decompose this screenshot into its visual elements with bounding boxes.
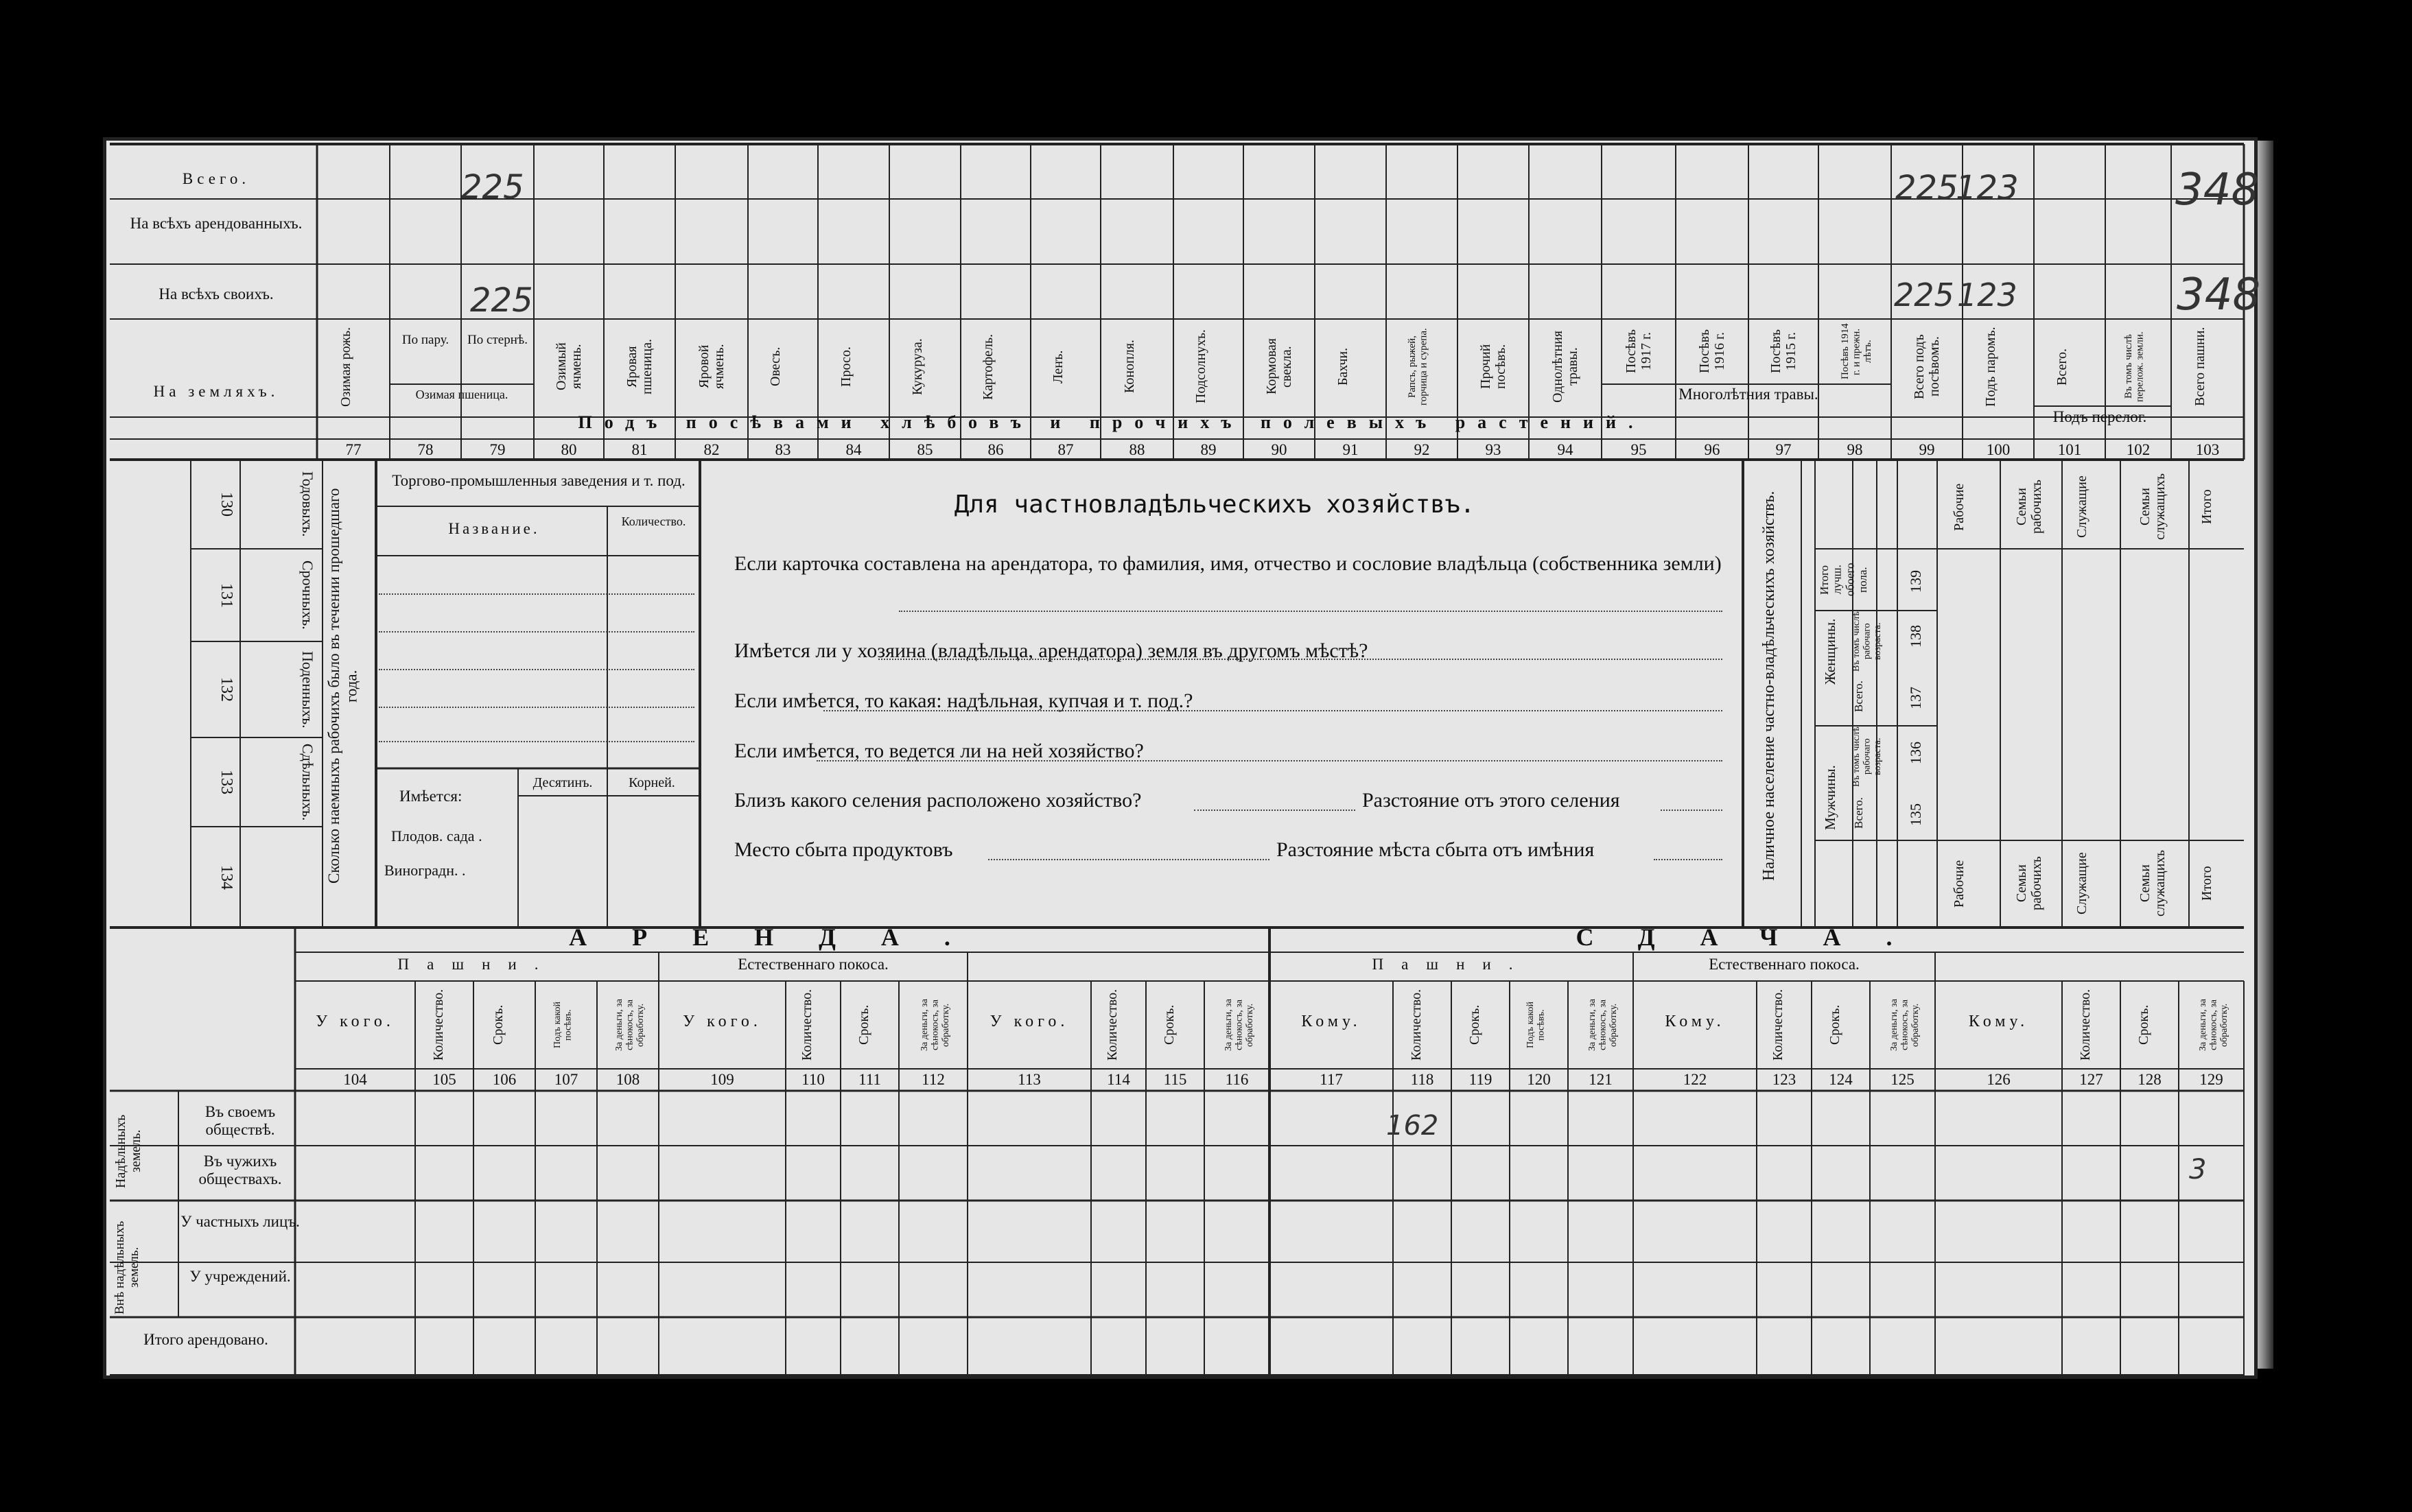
trade-dotted-row [379, 631, 694, 633]
crop-header-14: Кормовая свекла. [1264, 338, 1294, 395]
crop-header-3: По стернѣ. [467, 333, 528, 347]
bottom-col-number: 106 [492, 1071, 517, 1088]
question-village: Близъ какого селения расположено хозяйство? [734, 789, 1142, 812]
bottom-header-117: Кому. [1301, 1013, 1361, 1030]
crop-header-13: Подсолнухъ. [1193, 329, 1208, 404]
right-col-header-top: Итого [2199, 489, 2214, 525]
trade-dotted-row [379, 669, 694, 670]
bottom-header-109: У кого. [683, 1013, 762, 1030]
ozimaya-pshenitsa-label: Озимая пшеница. [415, 388, 508, 401]
hire-col-label: Годовыхъ. [299, 471, 316, 537]
crop-header-15: Бахчи. [1335, 347, 1350, 386]
arenda-pashni: Пашни. [397, 956, 557, 973]
answer-dotted-line [1194, 810, 1355, 811]
women-label: Женщины. [1822, 618, 1838, 685]
crop-header-24: Подъ паромъ. [1983, 327, 1998, 407]
question-farming: Если имѣется, то ведется ли на ней хозяйство? [734, 740, 1144, 762]
crop-header-11: Ленъ. [1051, 350, 1066, 383]
hired-workers-label: Сколько наемныхъ рабочихъ было въ течении прошедшаго года. [325, 488, 360, 884]
answer-dotted-line [988, 859, 1269, 860]
distance-village-label: Разстояние отъ этого селения [1362, 789, 1620, 812]
right-col-header-bottom: Рабочие [1952, 860, 1967, 908]
population-title: Наличное население частно-владѣльческихъ хозяйствъ. [1760, 491, 1778, 882]
hire-col-number: 130 [218, 492, 235, 517]
hand-own-225: 225 [470, 281, 533, 320]
top-col-number: 90 [1271, 441, 1287, 458]
bottom-header-108: За деньги, за сѣнокосъ, за обработку. [614, 999, 646, 1051]
top-col-number: 93 [1485, 441, 1501, 458]
bottom-col-number: 123 [1772, 1071, 1796, 1088]
bottom-header-104: У кого. [316, 1013, 395, 1030]
crop-header-25: Всего. [2054, 348, 2070, 386]
crop-header-9: Кукуруза. [910, 338, 925, 395]
crop-header-5: Яровая пшеница. [624, 339, 655, 394]
answer-dotted-line [878, 659, 1722, 660]
hire-col-label: Срочныхъ. [299, 560, 316, 630]
bottom-col-number: 124 [1829, 1071, 1853, 1088]
group-vne-nadelnykh: Внѣ надѣльныхъ земель. [113, 1220, 141, 1314]
row-svoem-obshchestve: Въ своемъ обществѣ. [204, 1103, 276, 1139]
trade-dotted-row [379, 593, 694, 595]
bottom-header-121: За деньги, за сѣнокосъ, за обработку. [1586, 999, 1619, 1051]
bottom-col-number: 115 [1163, 1071, 1187, 1088]
right-col-header-top: Рабочие [1952, 483, 1967, 531]
hand-own-99: 225 [1894, 276, 1954, 314]
question-land-type: Если имѣется, то какая: надѣльная, купчая и т. под.? [734, 689, 1193, 712]
top-col-number: 89 [1200, 441, 1217, 458]
bottom-header-114: Количество. [1105, 989, 1120, 1061]
bottom-header-112: За деньги, за сѣнокосъ, за обработку. [920, 999, 951, 1051]
hire-col-label: Сдѣльныхъ. [299, 743, 316, 821]
crop-header-2: По пару. [401, 333, 449, 347]
bottom-header-113: У кого. [990, 1013, 1069, 1030]
sown-banner: Подъ посѣвами хлѣбовъ и прочихъ полевыхъ растений. [578, 412, 1646, 432]
crop-header-21: Посѣвъ 1915 г. [1768, 329, 1799, 374]
sdacha-title: СДАЧА. [1576, 923, 1938, 951]
question-other-land: Имѣется ли у хозяина (владѣльца, арендатора) земля въ другомъ мѣстѣ? [734, 639, 1368, 662]
bottom-header-124: Срокъ. [1827, 1004, 1842, 1046]
hand-total-99: 225 [1895, 169, 1958, 207]
bottom-col-number: 128 [2138, 1071, 2162, 1088]
crop-header-18: Однолѣтния травы. [1550, 331, 1580, 403]
korney-header: Корней. [629, 775, 675, 790]
bottom-col-number: 122 [1683, 1071, 1707, 1088]
top-col-number: 100 [1986, 441, 2011, 458]
crop-header-1: Озимая рожь. [338, 327, 353, 407]
hire-col-number: 132 [218, 677, 235, 702]
bottom-header-115: Срокъ. [1161, 1004, 1177, 1046]
pop-col-number: 138 [1907, 625, 1924, 648]
top-col-number: 102 [2126, 441, 2151, 458]
bottom-header-122: Кому. [1665, 1013, 1725, 1030]
top-col-number: 82 [703, 441, 720, 458]
distance-market-label: Разстояние мѣста сбыта отъ имѣния [1276, 838, 1595, 861]
top-col-number: 92 [1414, 441, 1430, 458]
top-col-number: 85 [917, 441, 933, 458]
trade-header: Торгово-промышленныя заведения и т. под. [392, 472, 686, 489]
total-workers-label: Итого лучш. обоего пола. [1818, 563, 1870, 597]
hand-total-100: 123 [1956, 169, 2019, 207]
crop-header-6: Яровой ячмень. [696, 344, 727, 390]
bottom-header-125: За деньги, за сѣнокосъ, за обработку. [1888, 999, 1921, 1051]
bottom-header-118: Количество. [1408, 989, 1424, 1061]
top-col-number: 97 [1775, 441, 1792, 458]
men-vsego: Всего. [1852, 797, 1865, 829]
bottom-col-number: 127 [2079, 1071, 2103, 1088]
crop-header-17: Прочий посѣвъ. [1478, 344, 1508, 390]
pop-col-number: 136 [1907, 742, 1924, 764]
bottom-header-123: Количество. [1770, 989, 1785, 1061]
bottom-header-105: Количество. [430, 989, 446, 1061]
bottom-header-119: Срокъ. [1466, 1004, 1482, 1046]
answer-dotted-line [1654, 859, 1722, 860]
top-col-number: 87 [1057, 441, 1074, 458]
answer-dotted-line [817, 760, 1722, 761]
bottom-col-number: 109 [710, 1071, 734, 1088]
hire-col-number: 134 [218, 864, 235, 890]
sdacha-pokos: Естественнаго покоса. [1709, 956, 1860, 973]
trade-dotted-row [379, 707, 694, 708]
trade-name-header: Название. [448, 520, 540, 537]
hire-col-number: 131 [218, 582, 235, 608]
top-col-number: 101 [2057, 441, 2082, 458]
crop-header-23: Всего подъ посѣвомъ. [1912, 334, 1942, 399]
answer-dotted-line [1661, 810, 1722, 811]
men-label: Мужчины. [1822, 765, 1838, 830]
row-chuzhikh-obshchestvakh: Въ чужихъ обществахъ. [198, 1153, 282, 1188]
answer-dotted-line [823, 710, 1722, 711]
top-col-number: 95 [1630, 441, 1647, 458]
top-col-number: 79 [489, 441, 506, 458]
top-col-number: 77 [345, 441, 362, 458]
arenda-title: АРЕНДА. [569, 923, 996, 951]
trade-qty-header: Количество. [621, 515, 686, 528]
crop-header-16: Рапсъ, рыжей, горчица и сурепа. [1407, 328, 1429, 405]
row-uchrezhdeniy: У учреждений. [189, 1268, 291, 1285]
question-owner: Если карточка составлена на арендатора, то фамилия, имя, отчество и сословие владѣльца (собственника земли) [734, 552, 1722, 575]
bottom-col-number: 116 [1225, 1071, 1249, 1088]
crop-header-12: Конопля. [1122, 340, 1137, 394]
right-col-header-top: Служащие [2074, 475, 2089, 539]
arenda-pokos: Естественнаго покоса. [738, 956, 889, 973]
bottom-header-129: За деньги, за сѣнокосъ, за обработку. [2197, 999, 2229, 1051]
right-col-header-top: Семьи рабочихъ [2014, 480, 2044, 534]
top-col-number: 78 [417, 441, 434, 458]
bottom-header-120: Подъ какой посѣвъ. [1525, 1002, 1546, 1048]
bottom-col-number: 117 [1320, 1071, 1343, 1088]
plodov-sada-label: Плодов. сада . [391, 827, 482, 844]
bottom-header-128: Срокъ. [2135, 1004, 2151, 1046]
trade-dotted-row [379, 741, 694, 742]
top-col-number: 81 [631, 441, 648, 458]
row-label-svoikh: На всѣхъ своихъ. [159, 285, 274, 303]
pod-perelog-label: Подъ перелог. [2052, 408, 2147, 425]
women-working-age: Въ томъ числѣ рабочаго возраста. [1851, 611, 1883, 672]
top-col-number: 84 [845, 441, 862, 458]
top-col-number: 80 [561, 441, 577, 458]
crop-header-4: Озимый ячмень. [554, 342, 584, 391]
bottom-col-number: 104 [343, 1071, 367, 1088]
right-col-header-bottom: Семьи рабочихъ [2014, 856, 2044, 911]
bottom-col-number: 105 [432, 1071, 456, 1088]
crop-header-27: Всего пашни. [2192, 327, 2208, 407]
crop-header-19: Посѣвъ 1917 г. [1624, 329, 1654, 374]
women-vsego: Всего. [1852, 681, 1865, 712]
crop-header-10: Картофель. [981, 333, 996, 400]
right-col-header-bottom: Семьи служащихъ [2138, 850, 2168, 917]
crop-header-8: Просо. [839, 346, 854, 387]
bottom-col-number: 118 [1410, 1071, 1434, 1088]
top-col-number: 94 [1557, 441, 1573, 458]
hand-3: 3 [2189, 1154, 2207, 1185]
right-col-header-bottom: Итого [2199, 866, 2214, 901]
right-col-header-bottom: Служащие [2074, 852, 2089, 915]
question-market: Место сбыта продуктовъ [734, 838, 953, 861]
bottom-col-number: 110 [801, 1071, 825, 1088]
top-col-number: 98 [1847, 441, 1863, 458]
bottom-header-116: За деньги, за сѣнокосъ, за обработку. [1223, 999, 1255, 1051]
row-label-vsego: Всего. [182, 170, 250, 187]
vinogradn-label: Виноградн. . [384, 862, 466, 879]
bottom-col-number: 119 [1468, 1071, 1492, 1088]
hand-own-100: 123 [1957, 276, 2017, 314]
bottom-col-number: 129 [2199, 1071, 2223, 1088]
row-itogo-arendovano: Итого арендовано. [143, 1331, 268, 1348]
crop-header-26: Въ томъ числѣ перелож. земли. [2123, 331, 2146, 402]
bottom-col-number: 107 [554, 1071, 578, 1088]
group-nadelnykh: Надѣльныхъ земель. [113, 1114, 143, 1188]
hand-total-103: 348 [2175, 165, 2260, 215]
men-working-age: Въ томъ числѣ рабочаго возраста. [1851, 727, 1883, 787]
top-col-number: 96 [1704, 441, 1720, 458]
imeetsya-label: Имѣется: [399, 788, 463, 805]
bottom-col-number: 114 [1107, 1071, 1130, 1088]
top-col-number: 99 [1919, 441, 1935, 458]
row-chastnykh-lits: У частныхъ лицъ. [180, 1213, 300, 1230]
answer-dotted-line [899, 611, 1722, 612]
bottom-col-number: 126 [1987, 1071, 2011, 1088]
bottom-col-number: 113 [1018, 1071, 1041, 1088]
pop-col-number: 137 [1907, 687, 1924, 709]
row-label-na-zemlyakh: На земляхъ. [153, 383, 279, 400]
bottom-header-107: Подъ какой посѣвъ. [552, 1002, 574, 1048]
crop-header-22: Посѣвъ 1914 г. и прежн. лѣтъ. [1840, 323, 1873, 380]
bottom-col-number: 112 [922, 1071, 945, 1088]
mnogoletnie-label: Многолѣтния травы. [1678, 386, 1818, 403]
bottom-col-number: 120 [1527, 1071, 1551, 1088]
private-farms-title: Для частновладѣльческихъ хозяйствъ. [954, 491, 1475, 519]
bottom-header-111: Срокъ. [856, 1004, 871, 1046]
bottom-col-number: 111 [858, 1071, 881, 1088]
top-col-number: 88 [1129, 441, 1145, 458]
hire-col-label: Поденныхъ. [299, 650, 316, 729]
bottom-header-126: Кому. [1968, 1013, 2029, 1030]
bottom-col-number: 108 [616, 1071, 640, 1088]
crop-header-20: Посѣвъ 1916 г. [1697, 329, 1727, 374]
bottom-header-110: Количество. [799, 989, 815, 1061]
top-col-number: 83 [775, 441, 791, 458]
right-col-header-top: Семьи служащихъ [2138, 473, 2168, 541]
top-col-number: 86 [987, 441, 1004, 458]
crop-header-7: Овесъ. [768, 346, 783, 387]
row-label-arendovannykh: На всѣхъ арендованныхъ. [130, 215, 303, 232]
desyatin-header: Десятинъ. [532, 775, 593, 790]
hand-own-103: 348 [2177, 270, 2261, 320]
pop-col-number: 135 [1907, 803, 1924, 826]
bottom-header-106: Срокъ. [491, 1004, 506, 1046]
sdacha-pashni: Пашни. [1372, 956, 1531, 973]
bottom-col-number: 125 [1890, 1071, 1915, 1088]
hand-total-225: 225 [461, 168, 524, 206]
hire-col-number: 133 [218, 770, 235, 794]
top-col-number: 91 [1342, 441, 1359, 458]
top-col-number: 103 [2195, 441, 2220, 458]
bottom-col-number: 121 [1589, 1071, 1613, 1088]
bottom-header-127: Количество. [2077, 989, 2093, 1061]
hand-162: 162 [1386, 1110, 1439, 1142]
pop-col-number: 139 [1907, 570, 1924, 593]
